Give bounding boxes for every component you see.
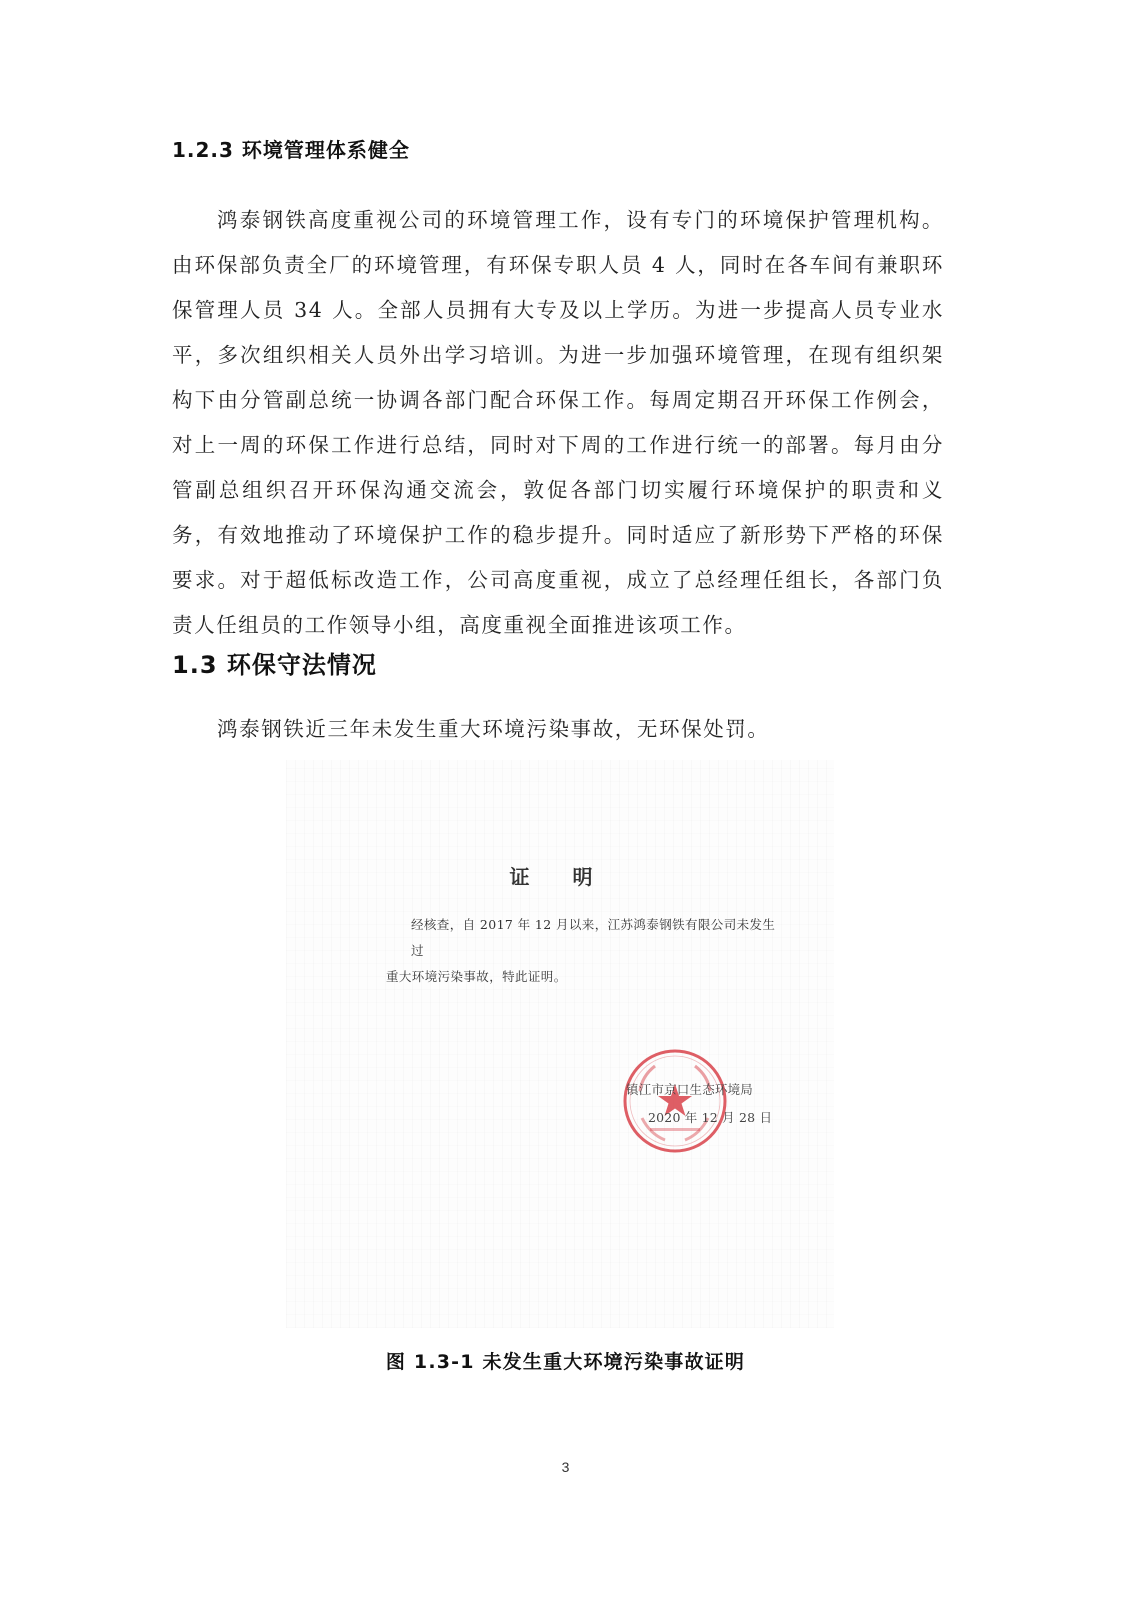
certificate-body-line-1: 经核查，自 2017 年 12 月以来，江苏鸿泰钢铁有限公司未发生过 xyxy=(411,917,776,958)
certificate-body xyxy=(386,912,786,990)
certificate-issuer: 镇江市京口生态环境局 xyxy=(626,1082,754,1097)
section-paragraph: 鸿泰钢铁高度重视公司的环境管理工作，设有专门的环境保护管理机构。由环保部负责全厂的环境管理，有环保专职人员 4 人，同时在各车间有兼职环保管理人员 34 人。全部人员拥有大专及以上学历。为进一步提高人员专业水平，多次组织相关人员外出学习培训。为进一步加强环境管理，在现有组织架构下由分管副总统一协调各部门配合环保工作。每周定期召开环保工作例会，对上一周的环保工作进行总结，同时对下周的工作进行统一的部署。每月由分管副总组织召开环保沟通交流会，敦促各部门切实履行环境保护的职责和义务，有效地推动了环境保护工作的稳步提升。同时适应了新形势下严格的环保要求。对于超低标改造工作，公司高度重视，成立了总经理任组长，各部门负责人任组员的工作领导小组，高度重视全面推进该项工作。 xyxy=(172,208,944,637)
page-number: 3 xyxy=(561,1459,570,1475)
compliance-paragraph: 鸿泰钢铁近三年未发生重大环境污染事故，无环保处罚。 xyxy=(217,717,770,741)
section-heading: 1.2.3 环境管理体系健全 xyxy=(172,138,410,162)
certificate-date: 2020 年 12 月 28 日 xyxy=(648,1110,773,1125)
certificate-title: 证 明 xyxy=(509,865,611,889)
certificate-body-line-2: 重大环境污染事故，特此证明。 xyxy=(386,969,567,984)
certificate-scan xyxy=(286,760,834,1328)
figure-caption: 图 1.3-1 未发生重大环境污染事故证明 xyxy=(385,1351,746,1373)
official-seal-icon xyxy=(620,1046,730,1156)
chapter-heading: 1.3 环保守法情况 xyxy=(172,651,377,679)
